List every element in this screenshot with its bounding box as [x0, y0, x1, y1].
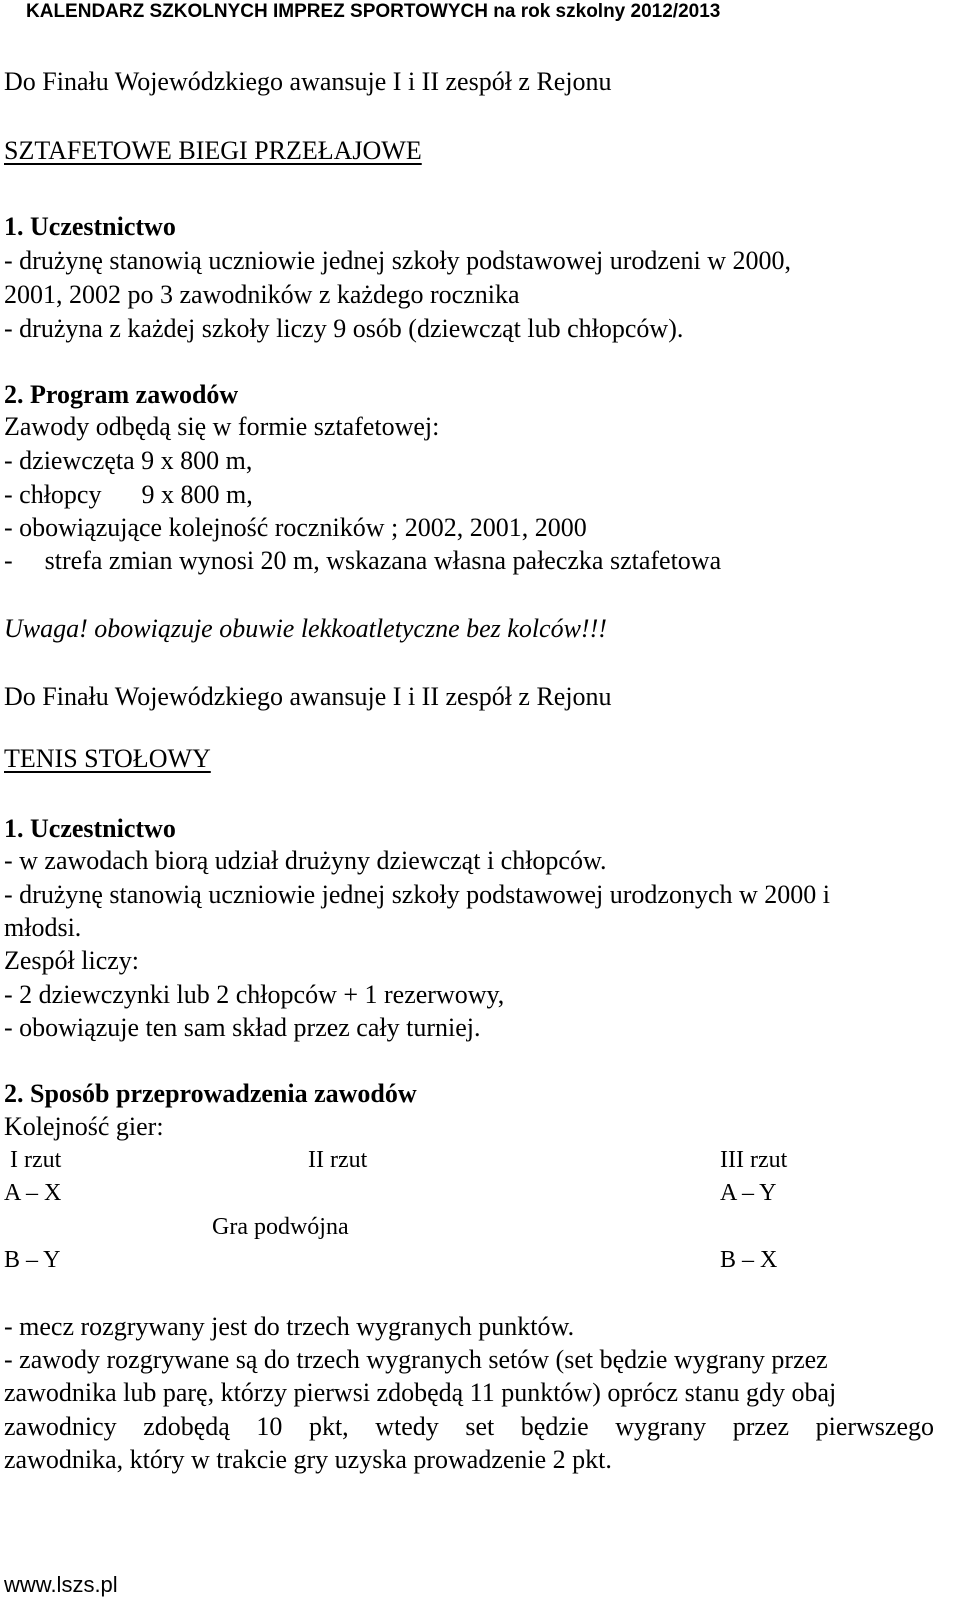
tt-rule-2-line2: zawodnika lub parę, którzy pierwsi zdobędą 11 punktów) oprócz stanu gdy obaj — [4, 1378, 837, 1407]
relay-s2-line2: - dziewczęta 9 x 800 m, — [4, 446, 253, 475]
round-1-match-a: A – X — [4, 1180, 62, 1206]
relay-s2-line5-dash: - — [4, 546, 13, 575]
tt-s2-line1: Kolejność gier: — [4, 1112, 164, 1141]
tt-s1-line6: - obowiązuje ten sam skład przez cały turniej. — [4, 1013, 481, 1042]
relay-note: Uwaga! obowiązuje obuwie lekkoatletyczne bez kolców!!! — [4, 614, 607, 643]
relay-section1-title: 1. Uczestnictwo — [4, 212, 176, 241]
page-header: KALENDARZ SZKOLNYCH IMPREZ SPORTOWYCH na rok szkolny 2012/2013 — [26, 1, 721, 22]
tt-s1-line4: Zespół liczy: — [4, 946, 140, 975]
relay-s2-line5-text: strefa zmian wynosi 20 m, wskazana własna pałeczka sztafetowa — [44, 546, 722, 575]
relay-s2-line3-label: - chłopcy — [4, 480, 102, 509]
round-3-match-b: B – X — [720, 1247, 778, 1273]
tt-s1-line2: - drużynę stanowią uczniowie jednej szkoły podstawowej urodzonych w 2000 i — [4, 880, 831, 909]
advance-notice-tt: Do Finału Wojewódzkiego awansuje I i II zespół z Rejonu — [4, 682, 612, 711]
relay-s1-line2: 2001, 2002 po 3 zawodników z każdego rocznika — [4, 280, 520, 309]
relay-section2-title: 2. Program zawodów — [4, 380, 239, 409]
tt-section1-title: 1. Uczestnictwo — [4, 814, 176, 843]
relay-s1-line3: - drużyna z każdej szkoły liczy 9 osób (dziewcząt lub chłopców). — [4, 314, 684, 343]
relay-s2-line3-value: 9 x 800 m, — [141, 480, 253, 509]
round-1-header: I rzut — [10, 1147, 62, 1173]
relay-s1-line1: - drużynę stanowią uczniowie jednej szkoły podstawowej urodzeni w 2000, — [4, 246, 792, 275]
tt-rule-2-line3: zawodnicy zdobędą 10 pkt, wtedy set będzie wygrany przez pierwszego — [4, 1412, 934, 1441]
relay-s2-line1: Zawody odbędą się w formie sztafetowej: — [4, 412, 440, 441]
round-3-match-a: A – Y — [720, 1180, 777, 1206]
round-1-match-b: B – Y — [4, 1247, 61, 1273]
tt-s1-line1: - w zawodach biorą udział drużyny dziewcząt i chłopców. — [4, 846, 607, 875]
tt-s1-line3: młodsi. — [4, 913, 82, 942]
relay-s2-line3 — [4, 480, 253, 510]
tt-title: TENIS STOŁOWY — [4, 744, 211, 773]
tt-rule-2-line1: - zawody rozgrywane są do trzech wygranych setów (set będzie wygrany przez — [4, 1345, 828, 1374]
relay-title: SZTAFETOWE BIEGI PRZEŁAJOWE — [4, 136, 422, 165]
relay-s2-line4: - obowiązujące kolejność roczników ; 2002, 2001, 2000 — [4, 513, 587, 542]
round-2-doubles: Gra podwójna — [212, 1214, 349, 1240]
footer-url: www.lszs.pl — [4, 1572, 118, 1597]
tt-rule-1: - mecz rozgrywany jest do trzech wygranych punktów. — [4, 1312, 575, 1341]
relay-s2-line5 — [4, 546, 721, 576]
tt-rule-2-line4: zawodnika, który w trakcie gry uzyska prowadzenie 2 pkt. — [4, 1445, 612, 1474]
round-3-header: III rzut — [720, 1147, 788, 1173]
tt-s1-line5: - 2 dziewczynki lub 2 chłopców + 1 rezerwowy, — [4, 980, 505, 1009]
round-2-header: II rzut — [308, 1147, 368, 1173]
advance-notice-relay: Do Finału Wojewódzkiego awansuje I i II zespół z Rejonu — [4, 67, 612, 96]
tt-section2-title: 2. Sposób przeprowadzenia zawodów — [4, 1079, 417, 1108]
